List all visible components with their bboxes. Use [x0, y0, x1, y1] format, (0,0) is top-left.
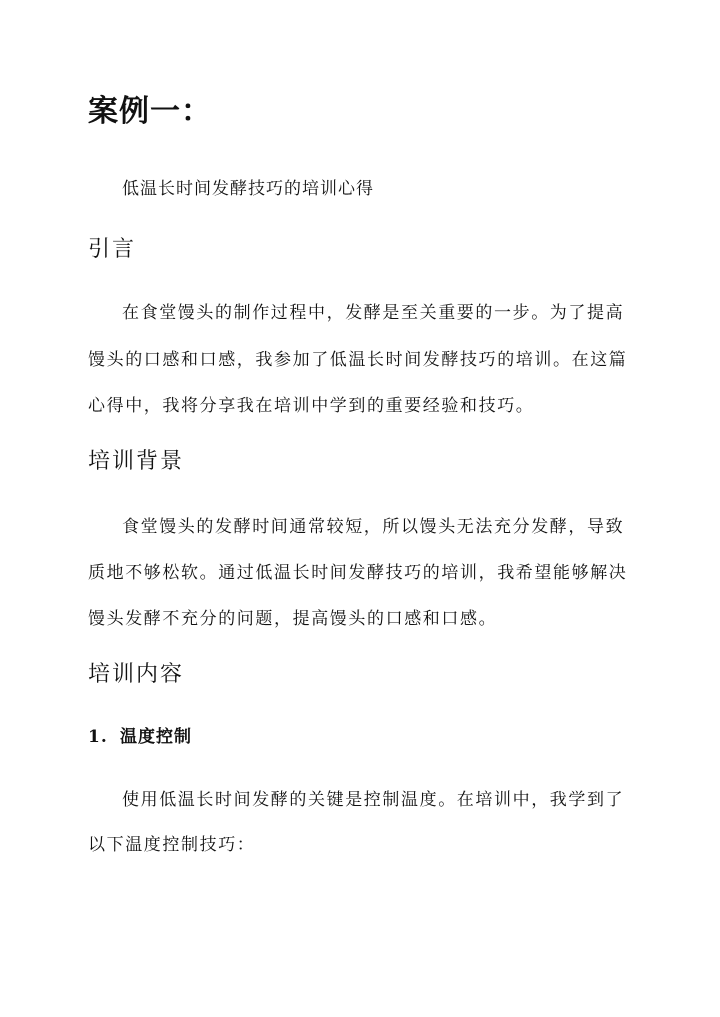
section-heading-content: 培训内容 [88, 662, 185, 687]
document-title: 案例一： [88, 94, 212, 129]
document-subtitle: 低温长时间发酵技巧的培训心得 [122, 179, 374, 199]
paragraph-line: 心得中，我将分享我在培训中学到的重要经验和技巧。 [88, 396, 535, 416]
paragraph-line: 以下温度控制技巧： [88, 835, 256, 855]
paragraph-line: 食堂馒头的发酵时间通常较短，所以馒头无法充分发酵，导致 [122, 517, 625, 537]
section-heading-introduction: 引言 [88, 237, 137, 262]
paragraph-line: 馒头发酵不充分的问题，提高馒头的口感和口感。 [88, 609, 498, 629]
paragraph-line: 在食堂馒头的制作过程中，发酵是至关重要的一步。为了提高 [122, 303, 625, 323]
paragraph-line: 质地不够松软。通过低温长时间发酵技巧的培训，我希望能够解决 [88, 563, 628, 583]
paragraph-line: 使用低温长时间发酵的关键是控制温度。在培训中，我学到了 [122, 790, 625, 810]
paragraph-line: 馒头的口感和口感，我参加了低温长时间发酵技巧的培训。在这篇 [88, 350, 628, 370]
section-heading-background: 培训背景 [88, 449, 185, 474]
subsection-heading-temperature-control [88, 722, 192, 747]
subsection-title: 温度控制 [120, 727, 192, 747]
subsection-number: 1. [88, 727, 108, 747]
